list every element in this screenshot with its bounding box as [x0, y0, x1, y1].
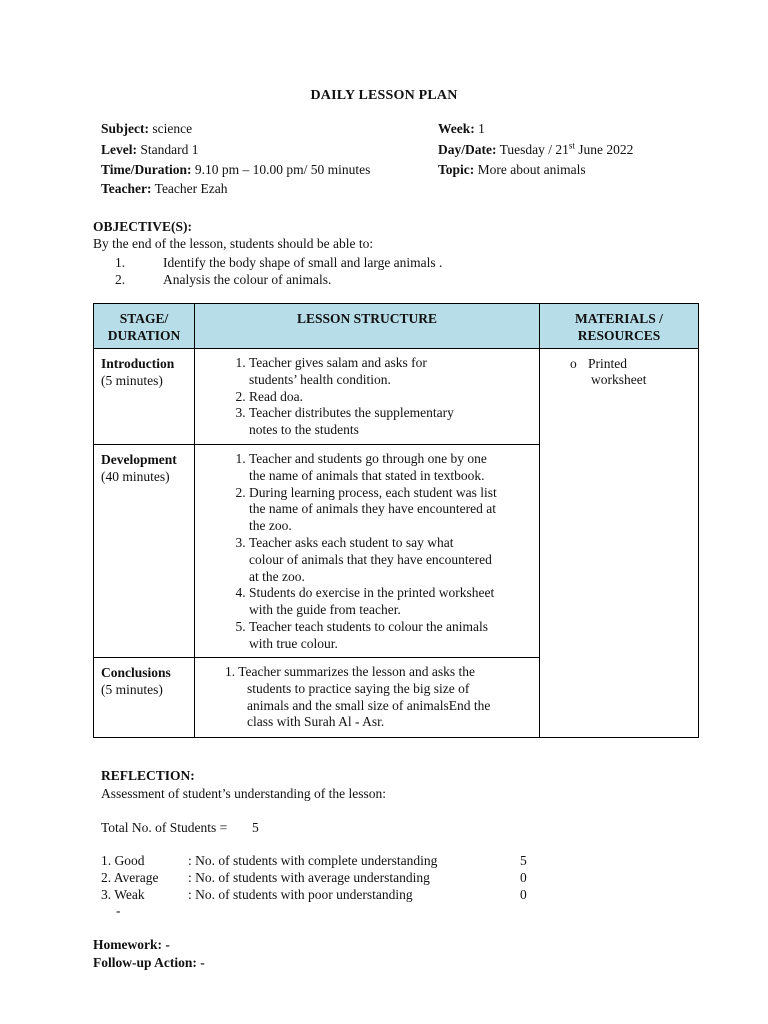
topic-line — [438, 160, 586, 180]
total-students-line — [101, 820, 259, 836]
material-item: o Printed — [570, 356, 627, 371]
followup-label: Follow-up Action: — [93, 955, 197, 970]
objectives-list — [115, 254, 442, 288]
reflection-dash: - — [116, 903, 121, 918]
time-label: Time/Duration: — [101, 162, 192, 177]
reflection-row: 2. Average : No. of students with average understanding 0 — [101, 870, 527, 885]
total-students-label: Total No. of Students = — [101, 820, 228, 835]
subject-label: Subject: — [101, 121, 149, 136]
step-item: 1. Teacher and students go through one by one the name of animals that stated in textbook. — [249, 451, 531, 485]
structure-cell: 1. Teacher summarizes the lesson and asks the students to practice saying the big size of animals and the small size of animalsEnd the class with Surah Al - Asr. — [195, 658, 540, 738]
date-value — [500, 142, 634, 157]
teacher-label: Teacher: — [101, 181, 152, 196]
reflection-row: 3. Weak : No. of students with poor understanding 0 — [101, 887, 527, 902]
objectives-heading: OBJECTIVE(S): — [93, 219, 193, 234]
structure-cell — [195, 445, 540, 658]
structure-header: LESSON STRUCTURE — [195, 304, 540, 349]
homework-line — [93, 937, 170, 953]
step-item: 3. Teacher asks each student to say what colour of animals that they have encountered at the zoo. — [249, 535, 531, 585]
step-item: 5. Teacher teach students to colour the animals with true colour. — [249, 619, 531, 653]
topic-label: Topic: — [438, 162, 475, 177]
homework-label: Homework: — [93, 937, 162, 952]
followup-value: - — [200, 955, 205, 970]
week-value: 1 — [478, 121, 485, 136]
subject-value: science — [152, 121, 193, 136]
date-pre: Tuesday / 21 — [499, 142, 569, 157]
materials-header: MATERIALS / RESOURCES — [540, 304, 699, 349]
stage-header: STAGE/ DURATION — [94, 304, 195, 349]
subject-line — [101, 119, 192, 139]
step-item: 4. Students do exercise in the printed worksheet with the guide from teacher. — [249, 585, 531, 619]
reflection-heading: REFLECTION: — [101, 768, 195, 783]
total-students-value: 5 — [252, 820, 259, 835]
objectives-intro: By the end of the lesson, students should be able to: — [93, 236, 374, 251]
topic-value: More about animals — [477, 162, 586, 177]
materials-cell: o Printed worksheet — [540, 349, 699, 738]
date-label: Day/Date: — [438, 142, 497, 157]
date-sup: st — [568, 140, 575, 151]
step-item: 2. Read doa. — [249, 389, 531, 406]
step-item: 1. Teacher gives salam and asks for students’ health condition. — [249, 355, 531, 389]
level-line — [101, 140, 199, 160]
bullet-icon: o — [570, 356, 577, 371]
table-row — [94, 349, 699, 445]
stage-cell: Introduction (5 minutes) — [94, 349, 195, 445]
objective-item: 1. Identify the body shape of small and large animals . — [115, 255, 443, 270]
teacher-value: Teacher Ezah — [154, 181, 228, 196]
stage-cell: Conclusions (5 minutes) — [94, 658, 195, 738]
followup-line — [93, 955, 205, 971]
date-post: June 2022 — [574, 142, 634, 157]
step-item: 3. Teacher distributes the supplementary notes to the students — [249, 405, 531, 439]
level-value: Standard 1 — [140, 142, 199, 157]
step-item: 2. During learning process, each student was list the name of animals they have encountered at the zoo. — [249, 485, 531, 535]
reflection-table — [101, 852, 527, 903]
teacher-line — [101, 179, 228, 199]
time-line — [101, 160, 370, 180]
week-line — [438, 119, 485, 139]
objective-item: 2. Analysis the colour of animals. — [115, 272, 332, 287]
level-label: Level: — [101, 142, 137, 157]
page-title: DAILY LESSON PLAN — [310, 88, 458, 103]
table-header-row — [94, 304, 699, 349]
lesson-table — [93, 303, 699, 738]
structure-cell — [195, 349, 540, 445]
week-label: Week: — [438, 121, 475, 136]
homework-value: - — [165, 937, 170, 952]
date-line — [438, 140, 633, 160]
stage-cell: Development (40 minutes) — [94, 445, 195, 658]
reflection-assessment: Assessment of student’s understanding of the lesson: — [101, 786, 386, 801]
time-value: 9.10 pm – 10.00 pm/ 50 minutes — [194, 162, 371, 177]
reflection-row: 1. Good : No. of students with complete understanding 5 — [101, 853, 527, 868]
